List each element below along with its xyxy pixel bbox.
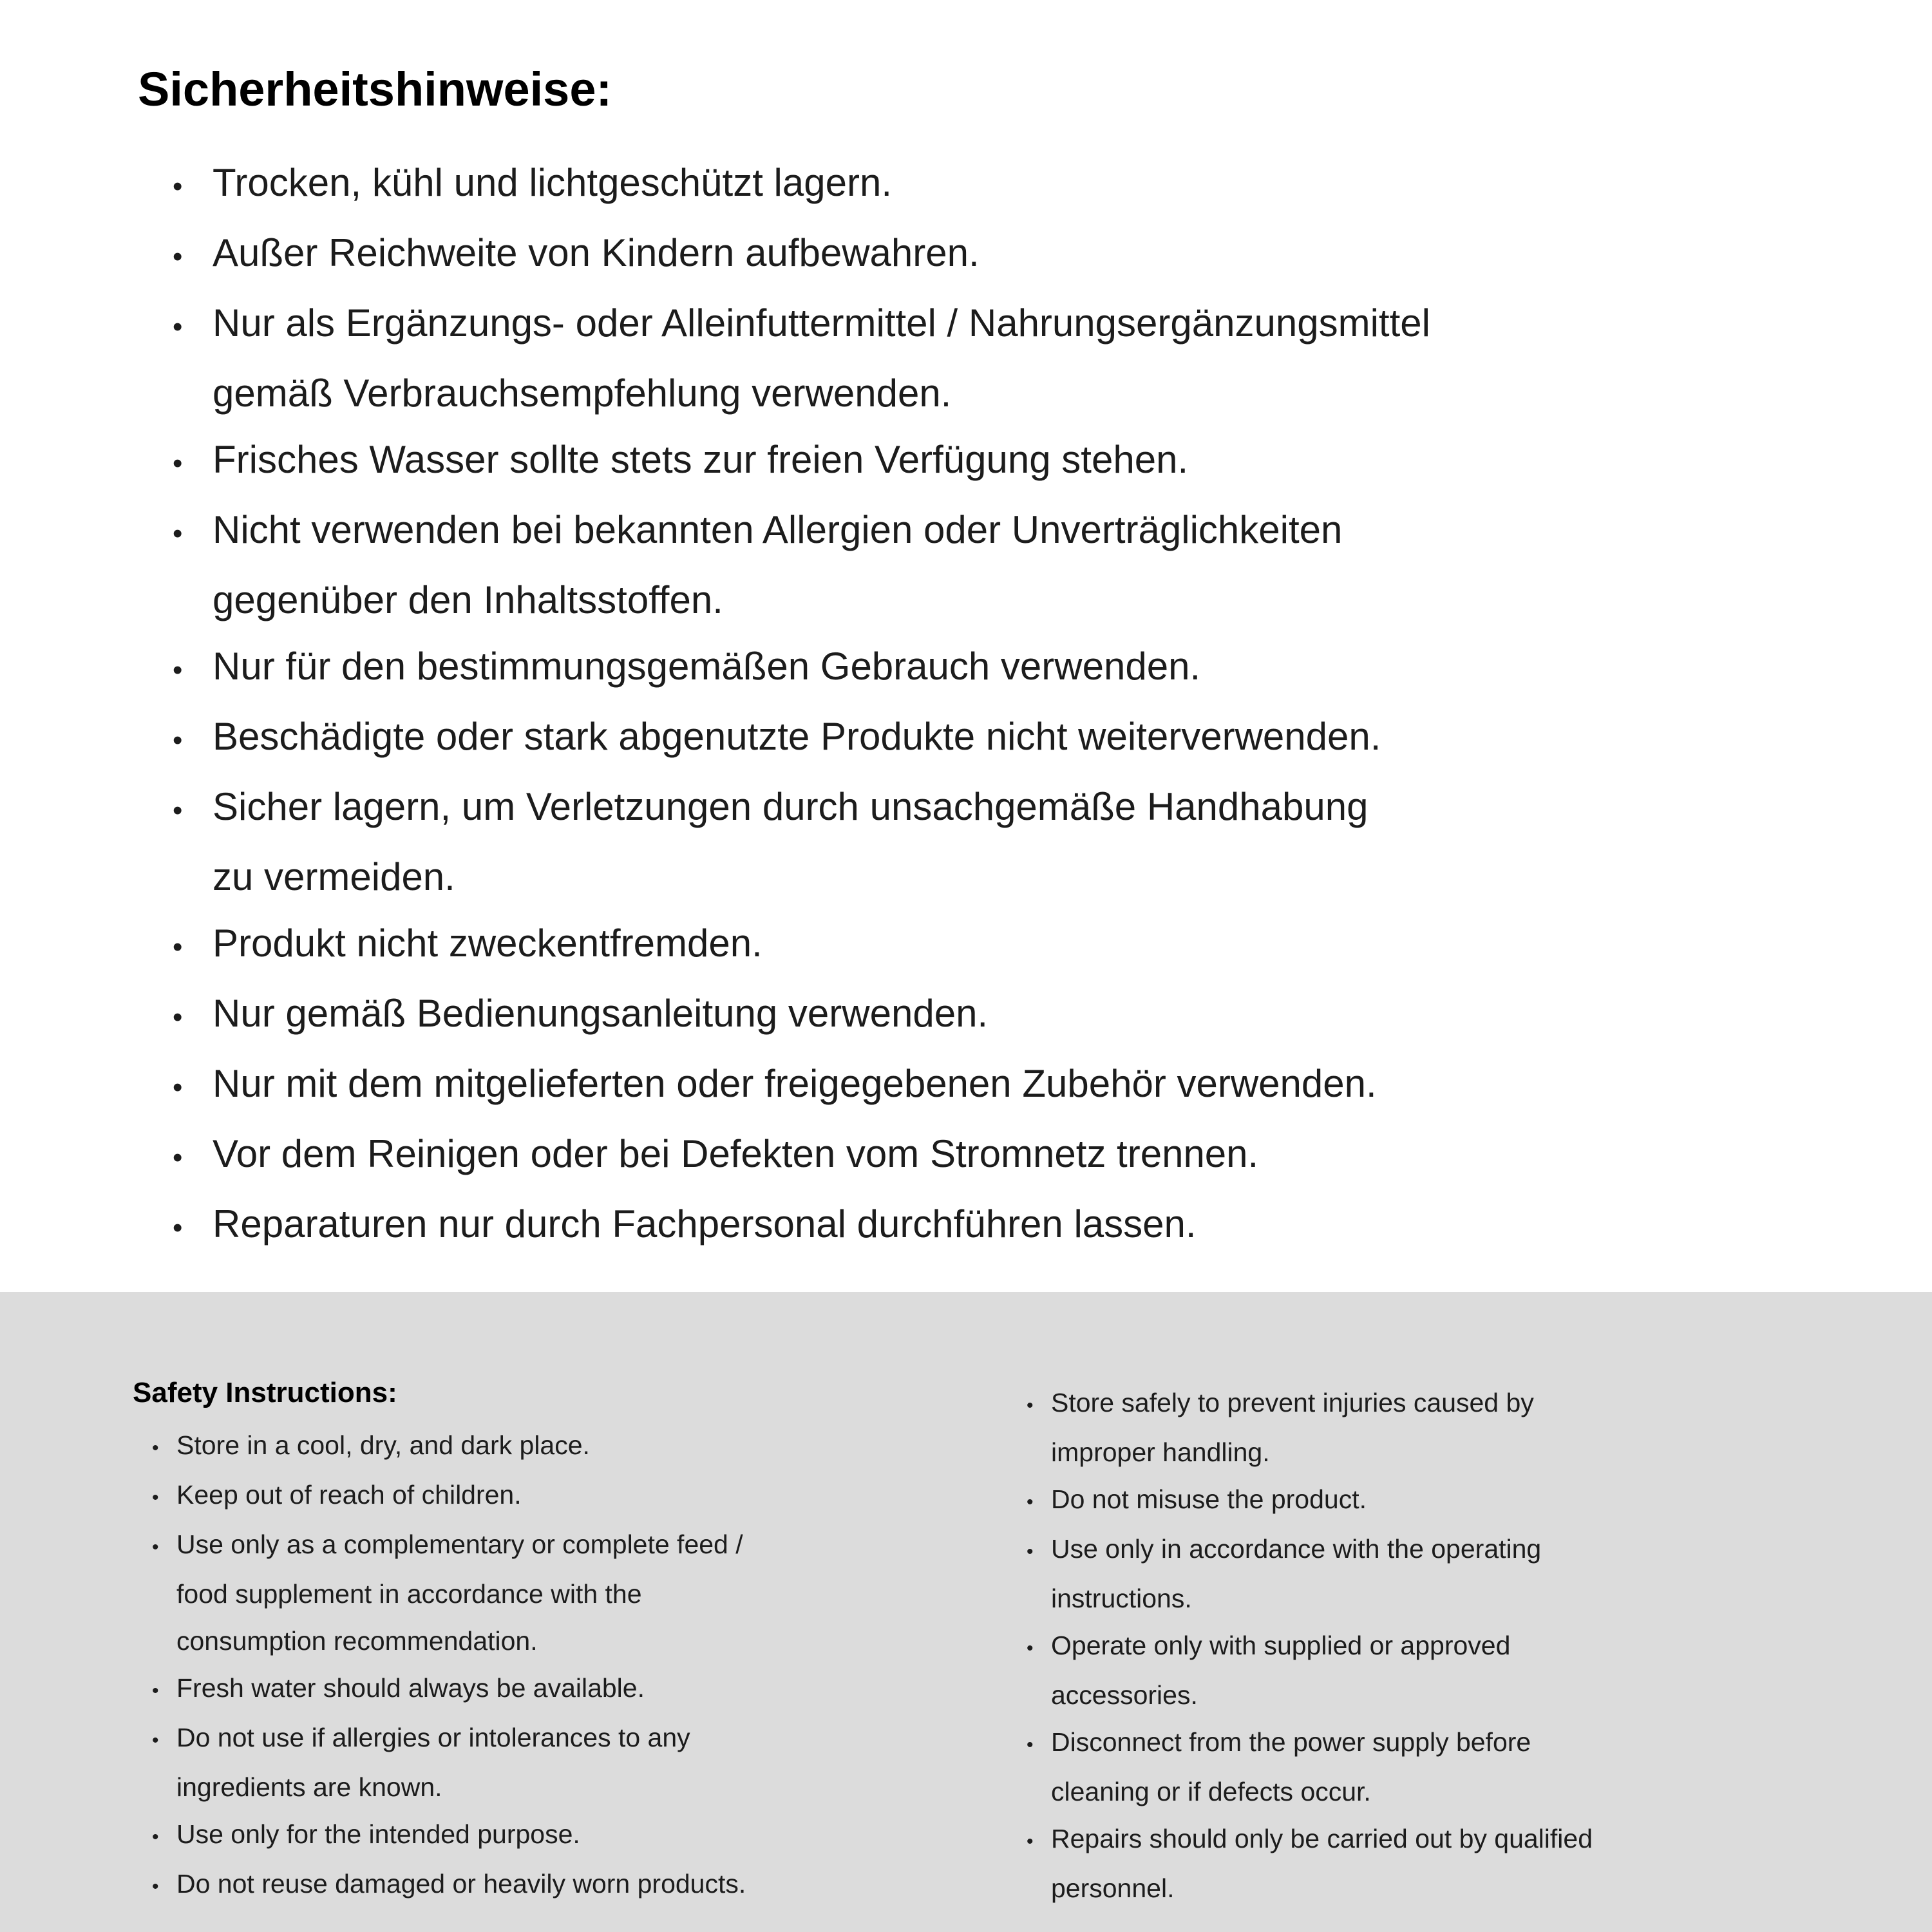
bullet-icon: • xyxy=(173,931,183,963)
list-item-text: Use only as a complementary or complete feed / xyxy=(176,1530,743,1559)
list-item xyxy=(152,1811,746,1861)
list-item xyxy=(173,290,1430,426)
list-item-text: accessories. xyxy=(1051,1680,1198,1710)
list-item-text: food supplement in accordance with the xyxy=(176,1579,642,1609)
list-item-text: Reparaturen nur durch Fachpersonal durchführen lassen. xyxy=(213,1202,1197,1245)
list-item xyxy=(173,1050,1430,1121)
list-item xyxy=(152,1714,746,1811)
list-item-text: Use only for the intended purpose. xyxy=(176,1819,580,1849)
bullet-icon: • xyxy=(173,311,183,343)
list-item-text: Operate only with supplied or approved xyxy=(1051,1631,1511,1660)
list-item-text: Nur als Ergänzungs- oder Alleinfuttermittel / Nahrungsergänzungsmittel xyxy=(213,301,1430,345)
list-item xyxy=(152,1422,746,1472)
list-item-text: Do not reuse damaged or heavily worn products. xyxy=(176,1869,746,1899)
bullet-icon: • xyxy=(152,1876,159,1897)
bullet-icon: • xyxy=(152,1730,159,1751)
list-item xyxy=(152,1472,746,1521)
bullet-icon: • xyxy=(152,1537,159,1558)
bullet-icon: • xyxy=(1027,1734,1034,1756)
list-item-text: Nur für den bestimmungsgemäßen Gebrauch verwenden. xyxy=(213,645,1201,688)
bullet-icon: • xyxy=(1027,1541,1034,1562)
list-item-text: Produkt nicht zweckentfremden. xyxy=(213,922,762,965)
list-item-text: Do not use if allergies or intolerances to any xyxy=(176,1723,690,1752)
english-left-column xyxy=(152,1422,746,1910)
bullet-icon: • xyxy=(152,1680,159,1701)
bullet-icon: • xyxy=(173,1212,183,1244)
list-item-text: Trocken, kühl und lichtgeschützt lagern. xyxy=(213,161,893,204)
list-item xyxy=(1027,1476,1593,1526)
list-item-text: Use only in accordance with the operating xyxy=(1051,1534,1542,1564)
bullet-icon: • xyxy=(1027,1638,1034,1659)
list-item-text: Store safely to prevent injuries caused by xyxy=(1051,1388,1534,1417)
bullet-icon: • xyxy=(173,654,183,686)
list-item xyxy=(152,1521,746,1665)
list-item-text: personnel. xyxy=(1051,1873,1175,1903)
list-item xyxy=(173,980,1430,1050)
list-item xyxy=(173,149,1430,220)
list-item xyxy=(1027,1719,1593,1815)
list-item xyxy=(1027,1622,1593,1719)
list-item-text: Sicher lagern, um Verletzungen durch unsachgemäße Handhabung xyxy=(213,785,1368,828)
list-item-text: Außer Reichweite von Kindern aufbewahren. xyxy=(213,231,980,274)
bullet-icon: • xyxy=(1027,1831,1034,1852)
list-item-text: consumption recommendation. xyxy=(176,1626,538,1656)
english-heading: Safety Instructions: xyxy=(133,1377,397,1408)
bullet-icon: • xyxy=(152,1487,159,1508)
list-item-text: improper handling. xyxy=(1051,1437,1270,1467)
list-item xyxy=(173,1191,1430,1261)
list-item-text: Repairs should only be carried out by qualified xyxy=(1051,1824,1593,1853)
list-item xyxy=(1027,1526,1593,1622)
english-right-column xyxy=(1027,1379,1593,1912)
english-section xyxy=(0,1292,1932,1932)
bullet-icon: • xyxy=(173,1072,183,1103)
list-item xyxy=(173,497,1430,633)
list-item-text: ingredients are known. xyxy=(176,1772,442,1802)
list-item xyxy=(1027,1379,1593,1476)
list-item-text: Nur gemäß Bedienungsanleitung verwenden. xyxy=(213,992,989,1035)
list-item-text: Store in a cool, dry, and dark place. xyxy=(176,1430,590,1460)
list-item xyxy=(1027,1815,1593,1912)
list-item xyxy=(173,220,1430,290)
bullet-icon: • xyxy=(173,171,183,202)
list-item xyxy=(152,1861,746,1910)
list-item-text: gegenüber den Inhaltsstoffen. xyxy=(213,578,723,621)
list-item-text: gemäß Verbrauchsempfehlung verwenden. xyxy=(213,372,952,415)
list-item xyxy=(152,1665,746,1714)
list-item xyxy=(173,1121,1430,1191)
bullet-icon: • xyxy=(152,1826,159,1848)
list-item xyxy=(173,910,1430,980)
bullet-icon: • xyxy=(173,724,183,756)
bullet-icon: • xyxy=(1027,1492,1034,1513)
german-bullet-list xyxy=(173,149,1430,1261)
list-item-text: Nicht verwenden bei bekannten Allergien oder Unverträglichkeiten xyxy=(213,508,1343,551)
list-item-text: Beschädigte oder stark abgenutzte Produkte nicht weiterverwenden. xyxy=(213,715,1381,758)
bullet-icon: • xyxy=(173,1142,183,1173)
bullet-icon: • xyxy=(173,795,183,826)
bullet-icon: • xyxy=(173,448,183,479)
bullet-icon: • xyxy=(173,518,183,549)
list-item xyxy=(173,703,1430,773)
list-item-text: Keep out of reach of children. xyxy=(176,1480,522,1510)
list-item-text: zu vermeiden. xyxy=(213,855,455,898)
bullet-icon: • xyxy=(1027,1395,1034,1416)
list-item-text: Do not misuse the product. xyxy=(1051,1484,1367,1514)
bullet-icon: • xyxy=(173,241,183,272)
list-item-text: cleaning or if defects occur. xyxy=(1051,1777,1371,1806)
list-item-text: Nur mit dem mitgelieferten oder freigegebenen Zubehör verwenden. xyxy=(213,1062,1377,1105)
bullet-icon: • xyxy=(152,1437,159,1459)
list-item-text: Fresh water should always be available. xyxy=(176,1673,645,1703)
bullet-icon: • xyxy=(173,1001,183,1033)
list-item-text: Disconnect from the power supply before xyxy=(1051,1727,1531,1757)
list-item xyxy=(173,633,1430,703)
german-heading: Sicherheitshinweise: xyxy=(138,62,612,116)
list-item-text: Vor dem Reinigen oder bei Defekten vom Stromnetz trennen. xyxy=(213,1132,1259,1175)
list-item-text: instructions. xyxy=(1051,1584,1192,1613)
list-item xyxy=(173,426,1430,497)
list-item-text: Frisches Wasser sollte stets zur freien Verfügung stehen. xyxy=(213,438,1189,481)
list-item xyxy=(173,773,1430,910)
